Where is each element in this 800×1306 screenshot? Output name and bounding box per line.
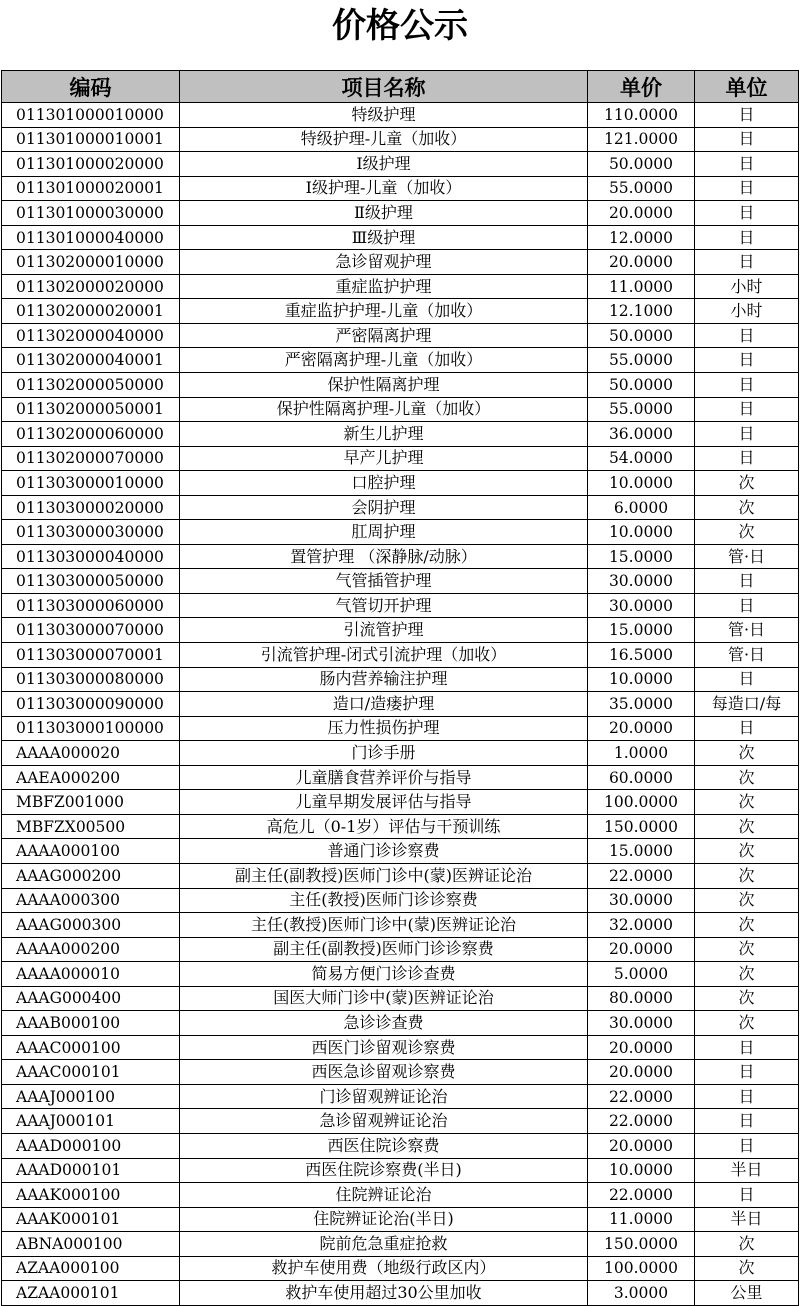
item-name: 特级护理-儿童（加收） bbox=[180, 127, 588, 152]
item-price: 55.0000 bbox=[588, 348, 695, 373]
item-name: 造口/造瘘护理 bbox=[180, 692, 588, 717]
item-unit: 日 bbox=[695, 348, 799, 373]
item-unit: 日 bbox=[695, 250, 799, 275]
item-price: 20.0000 bbox=[588, 1133, 695, 1158]
table-row bbox=[2, 1011, 799, 1036]
item-name: 副主任(副教授)医师门诊诊察费 bbox=[180, 937, 588, 962]
table-row bbox=[2, 937, 799, 962]
item-price: 3.0000 bbox=[588, 1281, 695, 1306]
item-name: 高危儿（0-1岁）评估与干预训练 bbox=[180, 814, 588, 839]
item-unit: 日 bbox=[695, 397, 799, 422]
item-name: 救护车使用超过30公里加收 bbox=[180, 1281, 588, 1306]
item-unit: 次 bbox=[695, 839, 799, 864]
item-name: 西医门诊留观诊察费 bbox=[180, 1035, 588, 1060]
table-row bbox=[2, 1183, 799, 1208]
item-price: 22.0000 bbox=[588, 1084, 695, 1109]
item-unit: 次 bbox=[695, 1256, 799, 1281]
item-price: 10.0000 bbox=[588, 1158, 695, 1183]
item-code: 011302000020000 bbox=[2, 274, 180, 299]
item-price: 150.0000 bbox=[588, 814, 695, 839]
table-row bbox=[2, 1281, 799, 1306]
item-price: 22.0000 bbox=[588, 863, 695, 888]
item-price: 10.0000 bbox=[588, 471, 695, 496]
item-unit: 日 bbox=[695, 1109, 799, 1134]
table-row bbox=[2, 643, 799, 668]
item-name: 简易方便门诊诊查费 bbox=[180, 962, 588, 987]
item-code: 011301000040000 bbox=[2, 225, 180, 250]
item-unit: 日 bbox=[695, 373, 799, 398]
table-row bbox=[2, 201, 799, 226]
item-code: AZAA000101 bbox=[2, 1281, 180, 1306]
item-code: 011303000090000 bbox=[2, 692, 180, 717]
table-row bbox=[2, 765, 799, 790]
item-code: AAAK000100 bbox=[2, 1183, 180, 1208]
item-unit: 日 bbox=[695, 1035, 799, 1060]
item-name: 会阴护理 bbox=[180, 495, 588, 520]
item-unit: 次 bbox=[695, 790, 799, 815]
table-row bbox=[2, 913, 799, 938]
item-code: 011303000070000 bbox=[2, 618, 180, 643]
item-name: 西医住院诊察费 bbox=[180, 1133, 588, 1158]
item-code: 011303000030000 bbox=[2, 520, 180, 545]
header-code: 编码 bbox=[2, 71, 180, 103]
item-code: AAAC000100 bbox=[2, 1035, 180, 1060]
item-price: 15.0000 bbox=[588, 544, 695, 569]
table-row bbox=[2, 1133, 799, 1158]
item-unit: 日 bbox=[695, 323, 799, 348]
item-price: 20.0000 bbox=[588, 716, 695, 741]
item-name: 保护性隔离护理-儿童（加收） bbox=[180, 397, 588, 422]
item-code: 011303000040000 bbox=[2, 544, 180, 569]
table-row bbox=[2, 274, 799, 299]
item-name: 副主任(副教授)医师门诊中(蒙)医辨证论治 bbox=[180, 863, 588, 888]
item-name: 早产儿护理 bbox=[180, 446, 588, 471]
item-name: 救护车使用费（地级行政区内） bbox=[180, 1256, 588, 1281]
item-name: 气管插管护理 bbox=[180, 569, 588, 594]
item-price: 30.0000 bbox=[588, 1011, 695, 1036]
table-row bbox=[2, 373, 799, 398]
item-unit: 日 bbox=[695, 152, 799, 177]
table-row bbox=[2, 152, 799, 177]
header-unit: 单位 bbox=[695, 71, 799, 103]
item-code: 011302000070000 bbox=[2, 446, 180, 471]
item-unit: 管·日 bbox=[695, 544, 799, 569]
item-name: 西医急诊留观诊察费 bbox=[180, 1060, 588, 1085]
item-unit: 每造口/每 bbox=[695, 692, 799, 717]
item-name: 住院辨证论治 bbox=[180, 1183, 588, 1208]
table-row bbox=[2, 790, 799, 815]
item-code: AAAG000300 bbox=[2, 913, 180, 938]
table-row bbox=[2, 127, 799, 152]
item-code: ABNA000100 bbox=[2, 1232, 180, 1257]
item-unit: 次 bbox=[695, 814, 799, 839]
item-name: 肛周护理 bbox=[180, 520, 588, 545]
table-row bbox=[2, 986, 799, 1011]
item-unit: 次 bbox=[695, 495, 799, 520]
item-unit: 次 bbox=[695, 741, 799, 766]
table-row bbox=[2, 569, 799, 594]
item-unit: 次 bbox=[695, 520, 799, 545]
table-row bbox=[2, 299, 799, 324]
item-price: 30.0000 bbox=[588, 569, 695, 594]
item-unit: 半日 bbox=[695, 1158, 799, 1183]
item-unit: 小时 bbox=[695, 274, 799, 299]
item-price: 150.0000 bbox=[588, 1232, 695, 1257]
item-price: 20.0000 bbox=[588, 1035, 695, 1060]
item-price: 36.0000 bbox=[588, 422, 695, 447]
item-unit: 次 bbox=[695, 471, 799, 496]
item-code: 011301000010000 bbox=[2, 103, 180, 128]
item-price: 32.0000 bbox=[588, 913, 695, 938]
table-row bbox=[2, 471, 799, 496]
table-row bbox=[2, 716, 799, 741]
item-name: 置管护理 （深静脉/动脉） bbox=[180, 544, 588, 569]
item-unit: 日 bbox=[695, 667, 799, 692]
item-name: 院前危急重症抢救 bbox=[180, 1232, 588, 1257]
table-row bbox=[2, 863, 799, 888]
item-code: AAAA000010 bbox=[2, 962, 180, 987]
item-code: AAAJ000101 bbox=[2, 1109, 180, 1134]
item-name: 儿童膳食营养评价与指导 bbox=[180, 765, 588, 790]
item-name: 引流管护理-闭式引流护理（加收） bbox=[180, 643, 588, 668]
item-name: 急诊诊查费 bbox=[180, 1011, 588, 1036]
item-code: 011302000050000 bbox=[2, 373, 180, 398]
item-price: 1.0000 bbox=[588, 741, 695, 766]
table-row bbox=[2, 103, 799, 128]
item-name: 普通门诊诊察费 bbox=[180, 839, 588, 864]
item-name: 急诊留观护理 bbox=[180, 250, 588, 275]
item-price: 20.0000 bbox=[588, 201, 695, 226]
item-name: 保护性隔离护理 bbox=[180, 373, 588, 398]
item-price: 10.0000 bbox=[588, 520, 695, 545]
item-name: 严密隔离护理-儿童（加收） bbox=[180, 348, 588, 373]
item-unit: 日 bbox=[695, 127, 799, 152]
item-price: 100.0000 bbox=[588, 790, 695, 815]
item-price: 54.0000 bbox=[588, 446, 695, 471]
item-unit: 半日 bbox=[695, 1207, 799, 1232]
item-price: 22.0000 bbox=[588, 1109, 695, 1134]
table-row bbox=[2, 618, 799, 643]
table-header-row bbox=[2, 71, 799, 103]
item-code: AAAG000200 bbox=[2, 863, 180, 888]
item-code: 011301000020000 bbox=[2, 152, 180, 177]
item-price: 50.0000 bbox=[588, 373, 695, 398]
item-name: 引流管护理 bbox=[180, 618, 588, 643]
item-name: 儿童早期发展评估与指导 bbox=[180, 790, 588, 815]
item-name: Ⅰ级护理 bbox=[180, 152, 588, 177]
item-code: AZAA000100 bbox=[2, 1256, 180, 1281]
item-price: 11.0000 bbox=[588, 1207, 695, 1232]
item-code: AAAC000101 bbox=[2, 1060, 180, 1085]
item-name: 重症监护护理-儿童（加收） bbox=[180, 299, 588, 324]
item-code: 011302000050001 bbox=[2, 397, 180, 422]
item-unit: 日 bbox=[695, 103, 799, 128]
table-row bbox=[2, 593, 799, 618]
item-code: 011302000040000 bbox=[2, 323, 180, 348]
item-unit: 日 bbox=[695, 201, 799, 226]
table-row bbox=[2, 1256, 799, 1281]
table-row bbox=[2, 1084, 799, 1109]
item-name: 严密隔离护理 bbox=[180, 323, 588, 348]
item-unit: 次 bbox=[695, 888, 799, 913]
item-price: 15.0000 bbox=[588, 839, 695, 864]
table-row bbox=[2, 446, 799, 471]
item-unit: 次 bbox=[695, 1232, 799, 1257]
item-price: 6.0000 bbox=[588, 495, 695, 520]
item-code: 011302000020001 bbox=[2, 299, 180, 324]
item-unit: 次 bbox=[695, 765, 799, 790]
item-name: 特级护理 bbox=[180, 103, 588, 128]
item-code: AAAD000101 bbox=[2, 1158, 180, 1183]
item-price: 5.0000 bbox=[588, 962, 695, 987]
table-row bbox=[2, 225, 799, 250]
table-row bbox=[2, 1035, 799, 1060]
table-row bbox=[2, 323, 799, 348]
item-code: MBFZX00500 bbox=[2, 814, 180, 839]
item-price: 50.0000 bbox=[588, 323, 695, 348]
item-unit: 次 bbox=[695, 863, 799, 888]
item-code: AAAG000400 bbox=[2, 986, 180, 1011]
item-price: 10.0000 bbox=[588, 667, 695, 692]
item-name: 门诊手册 bbox=[180, 741, 588, 766]
item-price: 11.0000 bbox=[588, 274, 695, 299]
table-row bbox=[2, 176, 799, 201]
table-row bbox=[2, 839, 799, 864]
item-code: AAAA000020 bbox=[2, 741, 180, 766]
table-row bbox=[2, 888, 799, 913]
item-code: AAAK000101 bbox=[2, 1207, 180, 1232]
item-unit: 日 bbox=[695, 422, 799, 447]
item-unit: 次 bbox=[695, 962, 799, 987]
header-price: 单价 bbox=[588, 71, 695, 103]
item-name: Ⅰ级护理-儿童（加收） bbox=[180, 176, 588, 201]
item-price: 20.0000 bbox=[588, 937, 695, 962]
item-unit: 日 bbox=[695, 1084, 799, 1109]
item-name: 肠内营养输注护理 bbox=[180, 667, 588, 692]
item-name: 新生儿护理 bbox=[180, 422, 588, 447]
item-price: 20.0000 bbox=[588, 1060, 695, 1085]
item-name: 西医住院诊察费(半日) bbox=[180, 1158, 588, 1183]
item-unit: 日 bbox=[695, 1133, 799, 1158]
table-row bbox=[2, 1109, 799, 1134]
table-row bbox=[2, 962, 799, 987]
item-name: 压力性损伤护理 bbox=[180, 716, 588, 741]
header-name: 项目名称 bbox=[180, 71, 588, 103]
item-name: 重症监护护理 bbox=[180, 274, 588, 299]
item-price: 22.0000 bbox=[588, 1183, 695, 1208]
item-name: 主任(教授)医师门诊诊察费 bbox=[180, 888, 588, 913]
item-code: AAAB000100 bbox=[2, 1011, 180, 1036]
item-code: 011303000020000 bbox=[2, 495, 180, 520]
item-price: 20.0000 bbox=[588, 250, 695, 275]
item-price: 30.0000 bbox=[588, 888, 695, 913]
table-row bbox=[2, 250, 799, 275]
item-code: 011302000010000 bbox=[2, 250, 180, 275]
item-unit: 次 bbox=[695, 937, 799, 962]
item-name: 国医大师门诊中(蒙)医辨证论治 bbox=[180, 986, 588, 1011]
item-code: AAAJ000100 bbox=[2, 1084, 180, 1109]
item-price: 50.0000 bbox=[588, 152, 695, 177]
item-unit: 日 bbox=[695, 176, 799, 201]
item-name: Ⅱ级护理 bbox=[180, 201, 588, 226]
table-row bbox=[2, 1060, 799, 1085]
item-unit: 次 bbox=[695, 986, 799, 1011]
item-unit: 小时 bbox=[695, 299, 799, 324]
item-unit: 日 bbox=[695, 446, 799, 471]
table-row bbox=[2, 667, 799, 692]
item-price: 55.0000 bbox=[588, 397, 695, 422]
item-code: 011301000020001 bbox=[2, 176, 180, 201]
item-price: 12.1000 bbox=[588, 299, 695, 324]
item-unit: 日 bbox=[695, 1183, 799, 1208]
table-row bbox=[2, 495, 799, 520]
table-row bbox=[2, 348, 799, 373]
table-row bbox=[2, 397, 799, 422]
item-unit: 日 bbox=[695, 569, 799, 594]
table-row bbox=[2, 741, 799, 766]
table-row bbox=[2, 520, 799, 545]
item-name: 急诊留观辨证论治 bbox=[180, 1109, 588, 1134]
item-unit: 管·日 bbox=[695, 618, 799, 643]
item-unit: 公里 bbox=[695, 1281, 799, 1306]
item-code: 011303000080000 bbox=[2, 667, 180, 692]
item-price: 110.0000 bbox=[588, 103, 695, 128]
item-code: 011301000030000 bbox=[2, 201, 180, 226]
item-unit: 次 bbox=[695, 913, 799, 938]
item-code: AAEA000200 bbox=[2, 765, 180, 790]
page-title: 价格公示 bbox=[332, 6, 468, 46]
item-unit: 次 bbox=[695, 1011, 799, 1036]
item-price: 12.0000 bbox=[588, 225, 695, 250]
price-table bbox=[1, 70, 799, 1306]
item-unit: 日 bbox=[695, 593, 799, 618]
item-name: Ⅲ级护理 bbox=[180, 225, 588, 250]
item-price: 121.0000 bbox=[588, 127, 695, 152]
item-code: 011303000010000 bbox=[2, 471, 180, 496]
item-code: 011303000070001 bbox=[2, 643, 180, 668]
item-price: 35.0000 bbox=[588, 692, 695, 717]
item-code: AAAD000100 bbox=[2, 1133, 180, 1158]
item-code: MBFZ001000 bbox=[2, 790, 180, 815]
item-price: 55.0000 bbox=[588, 176, 695, 201]
item-code: AAAA000100 bbox=[2, 839, 180, 864]
item-price: 15.0000 bbox=[588, 618, 695, 643]
table-row bbox=[2, 1158, 799, 1183]
table-row bbox=[2, 814, 799, 839]
item-name: 住院辨证论治(半日) bbox=[180, 1207, 588, 1232]
table-row bbox=[2, 422, 799, 447]
item-code: 011302000040001 bbox=[2, 348, 180, 373]
item-unit: 日 bbox=[695, 225, 799, 250]
item-price: 80.0000 bbox=[588, 986, 695, 1011]
item-price: 100.0000 bbox=[588, 1256, 695, 1281]
item-unit: 日 bbox=[695, 1060, 799, 1085]
item-price: 30.0000 bbox=[588, 593, 695, 618]
item-price: 60.0000 bbox=[588, 765, 695, 790]
item-code: 011303000060000 bbox=[2, 593, 180, 618]
table-row bbox=[2, 544, 799, 569]
item-name: 主任(教授)医师门诊中(蒙)医辨证论治 bbox=[180, 913, 588, 938]
item-code: 011301000010001 bbox=[2, 127, 180, 152]
item-code: AAAA000300 bbox=[2, 888, 180, 913]
item-name: 气管切开护理 bbox=[180, 593, 588, 618]
item-code: 011303000050000 bbox=[2, 569, 180, 594]
item-name: 门诊留观辨证论治 bbox=[180, 1084, 588, 1109]
item-code: AAAA000200 bbox=[2, 937, 180, 962]
item-code: 011303000100000 bbox=[2, 716, 180, 741]
table-row bbox=[2, 692, 799, 717]
item-name: 口腔护理 bbox=[180, 471, 588, 496]
table-row bbox=[2, 1207, 799, 1232]
item-unit: 日 bbox=[695, 716, 799, 741]
item-price: 16.5000 bbox=[588, 643, 695, 668]
item-unit: 管·日 bbox=[695, 643, 799, 668]
item-code: 011302000060000 bbox=[2, 422, 180, 447]
table-row bbox=[2, 1232, 799, 1257]
